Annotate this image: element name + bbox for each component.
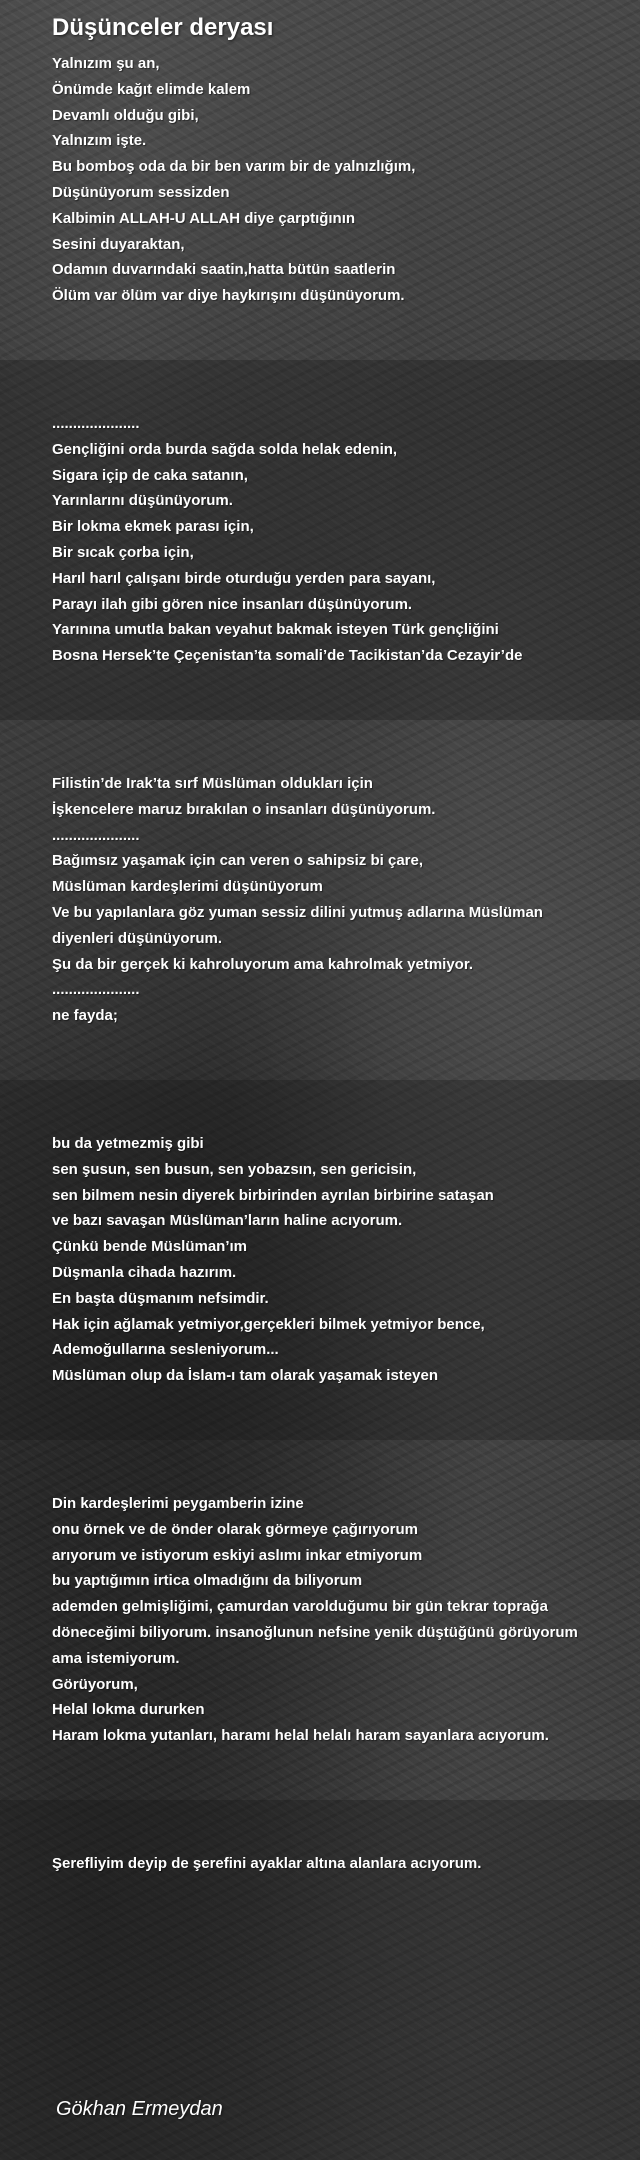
poem-line: Düşünüyorum sessizden xyxy=(52,183,230,201)
poem-line: Müslüman olup da İslam-ı tam olarak yaşamak isteyen xyxy=(52,1367,438,1385)
poem-line: Filistin’de Irak’ta sırf Müslüman oldukları için xyxy=(52,775,373,792)
poem-line: Düşmanla cihada hazırım. xyxy=(52,1263,237,1281)
poem-line: Önümde kağıt elimde kalem xyxy=(52,80,251,98)
poem-line: bu da yetmezmiş gibi xyxy=(52,1135,204,1152)
poem-line: Kalbimin ALLAH-U ALLAH diye çarptığının xyxy=(52,209,356,227)
poem-line: En başta düşmanım nefsimdir. xyxy=(52,1289,269,1307)
poem-line: Odamın duvarındaki saatin,hatta bütün saatlerin xyxy=(52,261,396,279)
poem-line: sen şusun, sen busun, sen yobazsın, sen gericisin, xyxy=(52,1160,417,1178)
poem-line: Din kardeşlerimi peygamberin izine xyxy=(52,1495,304,1512)
poem-line: Harıl harıl çalışanı birde oturduğu yerden para sayanı, xyxy=(52,569,436,587)
stanza-6 xyxy=(52,1851,627,1877)
poem-line: Bu bomboş oda da bir ben varım bir de yalnızlığım, xyxy=(52,158,416,176)
poem-line: Bağımsız yaşamak için can veren o sahipsiz bi çare, xyxy=(52,852,424,870)
poem-line: Şu da bir gerçek ki kahroluyorum ama kahrolmak yetmiyor. xyxy=(52,955,474,973)
poem-line: Yalnızım şu an, xyxy=(52,55,160,72)
poem-line: Sesini duyaraktan, xyxy=(52,235,185,253)
poem-line: Parayı ilah gibi gören nice insanları düşünüyorum. xyxy=(52,595,413,613)
poem-line: Gençliğini orda burda sağda solda helak edenin, xyxy=(52,440,398,458)
poem-title: Düşünceler deryası xyxy=(52,14,274,41)
poem-line: Sigara içip de caka satanın, xyxy=(52,466,248,484)
poem-line: Görüyorum, xyxy=(52,1675,138,1693)
poem-line: Müslüman kardeşlerimi düşünüyorum xyxy=(52,878,323,896)
stanza-2 xyxy=(52,411,627,669)
poem-line: Şerefliyim deyip de şerefini ayaklar altına alanlara acıyorum. xyxy=(52,1855,482,1872)
poem-line: Yalnızım işte. xyxy=(52,132,147,150)
poem-line: Çünkü bende Müslüman’ım xyxy=(52,1238,248,1256)
poem-line: Haram lokma yutanları, haramı helal helalı haram sayanlara acıyorum. xyxy=(52,1727,549,1745)
stanza-5 xyxy=(52,1491,627,1749)
poem-line: ve bazı savaşan Müslüman’ların haline acıyorum. xyxy=(52,1212,403,1230)
poem-line: ademden gelmişliğimi, çamurdan varolduğumu bir gün tekrar toprağa xyxy=(52,1598,548,1616)
poem-line: Bir lokma ekmek parası için, xyxy=(52,518,254,536)
stanza-4 xyxy=(52,1131,627,1389)
poem-line: bu yaptığımın irtica olmadığını da biliyorum xyxy=(52,1572,363,1590)
stanza-3 xyxy=(52,771,627,1029)
poem-line: ama istemiyorum. xyxy=(52,1649,180,1667)
poem-line: Bir sıcak çorba için, xyxy=(52,543,194,561)
poem-line: döneceğimi biliyorum. insanoğlunun nefsine yenik düştüğünü görüyorum xyxy=(52,1623,578,1641)
poem-line: onu örnek ve de önder olarak görmeye çağırıyorum xyxy=(52,1520,418,1538)
poem-line: Hak için ağlamak yetmiyor,gerçekleri bilmek yetmiyor bence, xyxy=(52,1315,485,1333)
poem-author[interactable]: Gökhan Ermeydan xyxy=(56,2098,223,2120)
poem-line: ..................... xyxy=(52,826,140,844)
poem-line: ..................... xyxy=(52,981,140,999)
poem-line: Helal lokma dururken xyxy=(52,1701,205,1719)
poem-line: Ve bu yapılanlara göz yuman sessiz dilini yutmuş adlarına Müslüman xyxy=(52,903,543,921)
poem-line: Yarınlarını düşünüyorum. xyxy=(52,492,233,510)
poem-line: diyenleri düşünüyorum. xyxy=(52,929,223,947)
poem-line: arıyorum ve istiyorum eskiyi aslımı inkar etmiyorum xyxy=(52,1546,423,1564)
poem-line: Ölüm var ölüm var diye haykırışını düşünüyorum. xyxy=(52,287,405,305)
poem-line: Devamlı olduğu gibi, xyxy=(52,106,199,124)
poem-line: ..................... xyxy=(52,415,140,432)
poem-line: sen bilmem nesin diyerek birbirinden ayrılan birbirine sataşan xyxy=(52,1186,494,1204)
poem-line: ne fayda; xyxy=(52,1007,118,1025)
poem-line: Yarınına umutla bakan veyahut bakmak isteyen Türk gençliğini xyxy=(52,621,499,639)
poem-line: İşkencelere maruz bırakılan o insanları düşünüyorum. xyxy=(52,800,436,818)
poem-line: Ademoğullarına sesleniyorum... xyxy=(52,1341,279,1359)
stanza-1 xyxy=(52,51,627,309)
poem-line: Bosna Hersek’te Çeçenistan’ta somali’de Tacikistan’da Cezayir’de xyxy=(52,647,523,665)
